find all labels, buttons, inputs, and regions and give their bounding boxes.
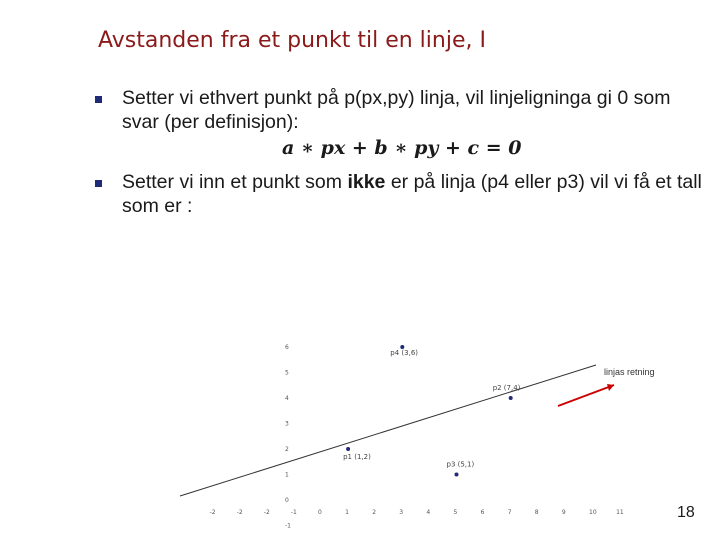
point-label: p2 (7,4) — [492, 384, 521, 392]
y-tick-label: 1 — [285, 471, 289, 479]
bullet-text-2-start: Setter vi inn et punkt som — [122, 171, 348, 193]
x-tick-label: 1 — [345, 509, 349, 516]
y-tick-label: 4 — [285, 395, 289, 402]
direction-arrowhead — [607, 384, 614, 391]
data-points — [343, 345, 521, 477]
x-tick-label: 8 — [534, 509, 539, 516]
point-label: p4 (3,6) — [390, 349, 419, 357]
x-tick-label: 3 — [399, 509, 404, 516]
x-tick-label: 11 — [616, 509, 624, 516]
x-tick-label: 0 — [318, 509, 322, 516]
x-tick-label: 4 — [426, 509, 431, 516]
x-tick-label: 9 — [561, 509, 566, 516]
x-tick-label: 5 — [453, 509, 458, 516]
line-through-points — [180, 365, 596, 496]
point-label: p1 (1,2) — [343, 453, 371, 461]
y-tick-label: 0 — [285, 497, 289, 504]
y-tick-label: 2 — [285, 446, 289, 453]
x-tick-label: -2 — [209, 509, 216, 516]
y-axis-ticks — [285, 344, 291, 530]
page-number: 18 — [677, 504, 695, 521]
y-tick-label: 3 — [285, 420, 289, 428]
direction-label: linjas retning — [604, 367, 655, 377]
slide-title: Avstanden fra et punkt til en linje, I — [98, 28, 486, 53]
data-point — [455, 473, 459, 477]
bullet-text-1: Setter vi ethvert punkt på p(px,py) linja, vil linjeligninga gi 0 som svar (per definisjon): — [122, 87, 671, 133]
bullet-text-2-bold: ikke — [347, 171, 386, 193]
x-tick-label: 2 — [372, 509, 377, 516]
x-tick-label: -1 — [290, 509, 297, 516]
bullet-text-2-end: er på linja (p4 eller p3) vil vi få et tall som er : — [122, 171, 702, 217]
data-point — [509, 396, 513, 400]
y-tick-label: 5 — [285, 369, 289, 377]
point-label: p3 (5,1) — [446, 460, 475, 469]
x-tick-label: 6 — [480, 509, 485, 516]
x-axis-ticks — [210, 509, 624, 516]
x-tick-label: 7 — [507, 509, 512, 516]
y-tick-label: 6 — [285, 344, 289, 351]
line-equation: a ∗ px + b ∗ py + c = 0 — [282, 137, 522, 159]
x-tick-label: -2 — [263, 509, 270, 516]
direction-arrow — [558, 385, 614, 406]
y-tick-label: -1 — [285, 522, 291, 530]
x-tick-label: -2 — [236, 509, 243, 516]
x-tick-label: 10 — [589, 509, 597, 516]
data-point — [346, 447, 350, 451]
